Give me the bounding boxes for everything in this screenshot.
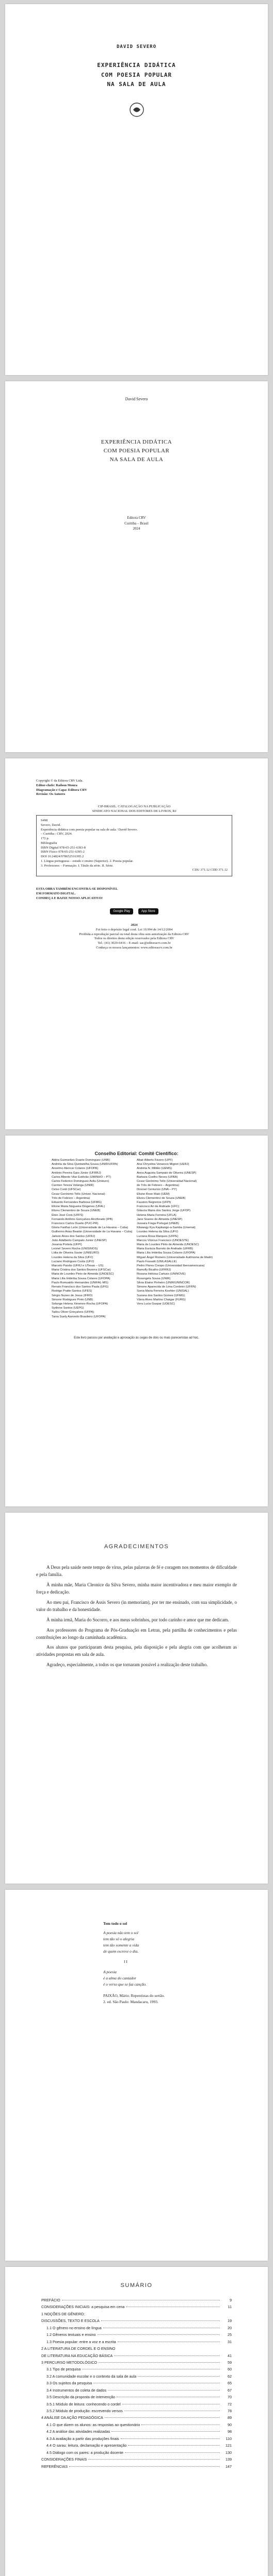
acknowledgements-paragraph: Aos professores do Programa de Pós-Graduação em Letras, pela partilha de conhecimentos e pelas contribuições ao longo da caminhada acadêmica. [36, 1627, 237, 1640]
cip-line: Bibliografia [41, 841, 57, 845]
toc-entry-label: DISCUSSÕES, TEXTO E ESCOLA [41, 2318, 100, 2324]
toc-entry[interactable] [41, 2436, 232, 2442]
council-member: Antônio Pereira Gaio Júnior (UFRRJ) [52, 1171, 101, 1175]
toc-entry-label: DE LITERATURA NA EDUCAÇÃO BÁSICA [41, 2353, 113, 2358]
committee-member: Maria de Lourdes Pinto de Almeida (UNOESC) [137, 1243, 199, 1247]
council-member: Paulo Romualdo Hernandes (UNIFAL-MG) [52, 1281, 108, 1284]
committee-member: Eliane Rose Maio (UEM) [137, 1192, 170, 1196]
committee-member: Altair Alberto Fávero (UPF) [137, 1159, 173, 1162]
cover-title [5, 61, 268, 90]
publisher-block [5, 515, 268, 532]
epigraph-line: é a alma do cantador [103, 1976, 137, 1980]
acknowledgements-paragraph: A Deus pela saúde neste tempo de vírus, pelas palavras de fé e coragem nos momentos de dificuldade e pela família. [36, 1565, 237, 1577]
address-line: Proibida a reprodução parcial ou total desta obra sem autorização da Editora CRV [79, 932, 189, 936]
council-member: Renato Francisco dos Santos Paula (UFG) [52, 1285, 109, 1289]
toc-entry-page: 72 [228, 2401, 232, 2406]
cover-title-line: COM POESIA POPULAR [101, 71, 172, 78]
committee-member [137, 1306, 222, 1310]
toc-entry-page: 59 [228, 2360, 232, 2365]
council-row [52, 1179, 222, 1183]
toc-entry-label: 2 A LITERATURA DE CORDEL E O ENSINO [41, 2346, 116, 2351]
toc-entry-label: 3.5.1 Módulo de leitura: conhecendo o cordel [46, 2401, 121, 2406]
committee-member: Anna Augusta Sampaio de Oliveira (UNESP) [137, 1171, 197, 1175]
toc-entry[interactable] [41, 2340, 232, 2345]
cip-line: 172 p. [41, 837, 50, 841]
half-title-line: COM POESIA POPULAR [103, 448, 170, 454]
council-row [52, 1294, 222, 1298]
committee-member: Ana Chrystina Venancio Mignot (UERJ) [137, 1163, 189, 1166]
digital-notice [36, 887, 232, 901]
toc-entry-page: 65 [228, 2381, 232, 2386]
toc-entry-label: 3 PERCURSO METODOLÓGICO [41, 2360, 98, 2365]
council-member: Elizeu Clementino de Souza (UNEB) [52, 1209, 101, 1213]
council-row [52, 1209, 222, 1213]
council-member: Carmen Tereza Velanga (UNIR) [52, 1184, 94, 1188]
toc-entry-label: 4.3 A avaliação a partir das produções finais [46, 2436, 119, 2441]
cip-line: Experiência didática com poesia popular na sala de aula / David Severo. [41, 827, 138, 832]
committee-member: Maria Eurácia Barreto de Andrade (UFRB) [137, 1247, 193, 1251]
toc-entry-label: 3.5 Descrição da proposta de intervenção [46, 2395, 116, 2400]
council-member: Élsio José Corá (UFFS) [52, 1213, 84, 1217]
epigraph-line: A poesia não tem o sol [103, 1930, 138, 1935]
toc-entry[interactable] [41, 2326, 232, 2331]
address-line: Foi feito o depósito legal conf. Lei 10.994 de 14/12/2004 [95, 927, 173, 931]
digital-notice-line: EM FORMATO DIGITAL. [36, 891, 76, 895]
toc-leader-dots [125, 2452, 220, 2453]
toc-entry[interactable] [41, 2402, 232, 2407]
toc-leader-dots [114, 2355, 220, 2356]
toc-entry-page: 9 [230, 2298, 232, 2302]
toc-entry[interactable] [41, 2318, 232, 2324]
toc-entry-page: 60 [228, 2367, 232, 2372]
committee-member: Francisco Ari de Andrade (UFC) [137, 1205, 180, 1209]
council-member: Carlos Federico Dominguez Avila (Unieuro) [52, 1180, 109, 1183]
cip-header-line: SINDICATO NACIONAL DOS EDITORES DE LIVROS, RJ [92, 809, 176, 813]
toc-entry[interactable] [41, 2312, 232, 2317]
catalog-page [5, 758, 268, 1129]
toc-entry[interactable] [41, 2422, 232, 2428]
committee-member: Suzana dos Santos Gomes (UFMG) [137, 1294, 185, 1297]
council-member: Aldira Guimarães Duarte Domínguez (UNB) [52, 1159, 110, 1162]
council-member: Simone Rodrigues Pinto (UNB) [52, 1298, 93, 1301]
cip-header [36, 805, 232, 814]
council-row [52, 1260, 222, 1264]
toc-entry-label: 3.1 Tipo de pesquisa [46, 2367, 81, 2372]
council-row [52, 1264, 222, 1268]
committee-member: Marcos Vinicius Francisco (UNOESTE) [137, 1239, 189, 1242]
cip-line: DOI 10.24824/978652516395.2 [41, 855, 84, 859]
council-row [52, 1302, 222, 1306]
half-title-line: NA SALA DE AULA [109, 456, 164, 463]
toc-entry-page: 62 [228, 2374, 232, 2379]
address-line: Todos os direitos desta edição reservados pela Editora CRV [94, 937, 174, 941]
committee-member: Vera Lucia Gaspar (UDESC) [137, 1302, 175, 1306]
council-row [52, 1230, 222, 1234]
council-member: Sydione Santos (UEPG) [52, 1307, 84, 1310]
committee-member: Jane Soares de Almeida (UNESP) [137, 1217, 183, 1221]
toc-entry[interactable] [41, 2346, 232, 2351]
digital-notice-line: CONHEÇA E BAIXE NOSSO APLICATIVO! [36, 896, 103, 900]
acknowledgements-paragraph: Ao meu pai, Francisco de Assis Severo (in memoriam), por ter me ensinado, com sua simplicidade, o valor do trabalho e da honestidade. [36, 1599, 237, 1612]
toc-entry[interactable] [41, 2395, 232, 2400]
toc-entry-label: 4.5 Diálogo com os pares: a produção docente [46, 2450, 124, 2455]
epigraph-line: de quem escreve o dia. [103, 1949, 139, 1954]
toc-entry[interactable] [41, 2304, 232, 2310]
acknowledgements-paragraph: Aos alunos que participaram desta pesquisa, pela disposição e pela alegria com que acolheram as atividades propostas em sala de aula. [36, 1645, 237, 1657]
toc-entry-page: 139 [226, 2457, 232, 2462]
half-title-author: David Severo [125, 397, 148, 401]
council-member: Tania Suely Azevedo Brasileiro (UFOPA) [52, 1315, 106, 1318]
committee-member: Ramofly Bicalho (UFRRJ) [137, 1268, 171, 1272]
digital-notice-line: ESTA OBRA TAMBÉM ENCONTRA-SE DISPONÍVEL [36, 887, 118, 891]
toc-leader-dots [111, 2431, 220, 2432]
committee-member: Maria Lília Imbiriba Sousa Colares (UFOPA) [137, 1251, 196, 1255]
council-row [52, 1196, 222, 1200]
toc-leader-dots [69, 2466, 220, 2467]
address-block [36, 923, 232, 951]
council-member: Jailson Alves dos Santos (UFRJ) [52, 1234, 95, 1238]
toc-entry-label: 1.3 Poesia popular: entre a voz e a escrita [46, 2339, 116, 2344]
table-of-contents [41, 2298, 232, 2471]
publisher-line: 2024 [133, 527, 140, 531]
toc-entry-page: 121 [226, 2443, 232, 2448]
council-member: Luciano Rodrigues Costa (UFV) [52, 1260, 94, 1263]
council-row [52, 1205, 222, 1209]
council-row [52, 1192, 222, 1196]
toc-entry[interactable] [41, 2464, 232, 2469]
committee-member: Diosnel Centurion (UNA – PY) [137, 1188, 177, 1192]
committee-member [137, 1310, 222, 1314]
toc-leader-dots [108, 2390, 220, 2391]
toc-leader-dots [121, 2438, 220, 2439]
council-member: Lídia de Oliveira Xavier (UNIEURO) [52, 1251, 100, 1255]
toc-entry[interactable] [41, 2450, 232, 2455]
store-badges [36, 905, 232, 914]
epigraph-line: tem tão somente a vida [103, 1943, 139, 1947]
toc-leader-dots [138, 2376, 220, 2377]
cip-line: CDU 371.12 CDD 371.12 [192, 868, 228, 872]
council-row [52, 1239, 222, 1243]
council-row [52, 1234, 222, 1239]
committee-member: Sonia Maria Ferreira Koehler (UNISAL) [137, 1290, 189, 1293]
toc-entry-page: 19 [228, 2318, 232, 2324]
toc-entry-page: 67 [228, 2387, 232, 2393]
copyright-line: Diagramação e Capa: Editora CRV [36, 788, 87, 792]
committee-member: Rosana Heloisa Cartuxo (UNINOVE) [137, 1273, 186, 1276]
committee-member: Elizeu Clementino de Souza (UNEB) [137, 1196, 186, 1200]
council-member: Eduardo Fernandes Barbosa (UFMG) [52, 1201, 102, 1205]
half-title-text [5, 438, 268, 464]
epigraph-credit-line: PAIXÃO, Mário. Repentistas do sertão. [103, 1993, 165, 1998]
toc-entry[interactable] [41, 2409, 232, 2414]
council-row [52, 1306, 222, 1310]
toc-entry-page: 110 [226, 2436, 232, 2441]
council-member: Solange Helena Ximenes-Rocha (UFOPA) [52, 1302, 108, 1306]
epigraph-page [5, 1890, 268, 2261]
committee-member: Gláucia Maria dos Santos Jorge (UFOP) [137, 1209, 191, 1213]
council-row [52, 1188, 222, 1192]
toc-entry-page: 147 [226, 2464, 232, 2469]
council-row [52, 1251, 222, 1255]
committee-member: Lourdes Helena da Silva (UFV) [137, 1230, 179, 1234]
toc-entry-label: 3.3 Os sujeitos da pesquisa [46, 2381, 92, 2386]
toc-entry[interactable] [41, 2388, 232, 2393]
toc-entry[interactable] [41, 2443, 232, 2448]
council-row [52, 1183, 222, 1188]
epigraph-roman: I I [124, 1959, 127, 1964]
cover-author: DAVID SEVERO [116, 44, 157, 49]
council-member: Celso Conti (UFSCar) [52, 1188, 81, 1192]
toc-entry-page: 11 [228, 2304, 232, 2310]
epigraph-label: Tem todo o sol [103, 1921, 127, 1926]
committee-member: Fauston Negreiros (UFPI) [137, 1201, 171, 1205]
committee-member: Paulo Fossatti (UNILASALLE) [137, 1260, 177, 1263]
committee-member: Míguel Ángel Romero (Universidade Autônoma de Madri) [137, 1256, 213, 1259]
epigraph-line: A poesia [103, 1970, 117, 1974]
toc-entry-label: 4.4 O sarau: leitura, declamação e apresentação [46, 2443, 127, 2448]
committee-member: Jussara Fraga Portugal (UNEB) [137, 1222, 179, 1226]
toc-entry[interactable] [41, 2353, 232, 2359]
committee-member: Helena Maria Ferreira (UFLA) [137, 1213, 176, 1217]
cip-record [36, 815, 232, 876]
council-row [52, 1315, 222, 1319]
toc-entry-label: CONSIDERAÇÕES FINAIS [41, 2457, 87, 2462]
council-list [52, 1158, 222, 1319]
council-row [52, 1162, 222, 1166]
toc-entry-page: 31 [228, 2339, 232, 2344]
toc-entry-page: 130 [226, 2450, 232, 2455]
toc-entry-label: CONSIDERAÇÕES INICIAIS: a pesquisa em cena [41, 2304, 125, 2310]
toc-leader-dots [101, 2320, 220, 2321]
council-member: Maria Cristina dos Santos Bezerra (UFSCar) [52, 1268, 111, 1272]
council-member: Gloria Fariñas León (Universidade de La Havana – Cuba) [52, 1226, 129, 1230]
epigraph-credit [103, 1993, 196, 2005]
council-row [52, 1289, 222, 1293]
council-row [52, 1272, 222, 1276]
council-row [52, 1222, 222, 1226]
toc-entry-label: 1 NOÇÕES DE GÊNERO: [41, 2311, 85, 2316]
committee-member: Andréia N. Militão (UEMS) [137, 1167, 172, 1171]
council-row [52, 1310, 222, 1314]
google-play-badge[interactable]: Google Play [110, 908, 133, 914]
toc-entry-page: 41 [228, 2353, 232, 2358]
council-row [52, 1175, 222, 1179]
toc-entry[interactable] [41, 2429, 232, 2434]
publisher-line: Curitiba – Brasil [124, 521, 149, 526]
cip-line: 1. Língua portuguesa – estudo e ensino (Superior). 2. Poesia popular. [41, 859, 134, 863]
toc-entry-page: 78 [228, 2409, 232, 2413]
cover-title-line: NA SALA DE AULA [107, 81, 166, 88]
toc-entry-page: 90 [228, 2422, 232, 2427]
council-row [52, 1243, 222, 1247]
council-member: Francisco Carlos Duarte (PUC-PR) [52, 1222, 99, 1226]
council-row [52, 1256, 222, 1260]
council-member: Marcelo Paixão (UFRJ e UTexas – US) [52, 1264, 104, 1268]
toc-entry-page: 89 [228, 2415, 232, 2420]
council-row [52, 1281, 222, 1285]
council-member: João Adalberto Campato Junior (UNESP) [52, 1239, 107, 1242]
toc-entry-page: 20 [228, 2325, 232, 2330]
acknowledgements-paragraph: À minha mãe, Maria Cleonice da Silva Severo, minha maior incentivadora e meu maior exemplo de força e dedicação. [36, 1582, 237, 1595]
address-line: 2024 [131, 923, 138, 927]
toc-entry-label: PREFÁCIO [41, 2298, 60, 2302]
council-member: Leonel Severo Rocha (UNISINOS) [52, 1247, 98, 1251]
toc-leader-dots [99, 2362, 220, 2363]
council-member: Fernando Antônio Gonçalves Alcoforado (IPB) [52, 1217, 113, 1221]
council-member: Guillermo Arias Beatón (Universidade de La Havana – Cuba) [52, 1230, 133, 1234]
council-note: Este livro passou por avaliação e aprovação às cegas de dois ou mais pareceristas ad hoc. [74, 1336, 199, 1340]
epigraph-line: é o verso que se faz canção. [103, 1982, 147, 1987]
council-row [52, 1247, 222, 1251]
committee-member: Rosangela Sousa (UNIR) [137, 1277, 171, 1280]
council-row [52, 1298, 222, 1302]
council-row [52, 1171, 222, 1175]
acknowledgements-text [36, 1564, 237, 1672]
council-member: Maria de Lourdes Pinto de Almeida (UNOESC) [52, 1273, 114, 1276]
toc-entry[interactable] [41, 2374, 232, 2379]
council-member: Sérgio Nunes de Jesus (IFRO) [52, 1294, 93, 1297]
cip-line: Severo, David. [41, 823, 61, 827]
council-member: Lourdes Helena da Silva (UFV) [52, 1256, 93, 1259]
epigraph-line: tem tão só o alegria [103, 1937, 134, 1941]
committee-member: Simone Aparecida de Lima Cordeiro (UFRN) [137, 1285, 196, 1289]
toc-entry-label: 3.5.2 Módulo de produção: escrevendo versos [46, 2409, 123, 2413]
council-row [52, 1277, 222, 1281]
council-member: Anselmo Alencar Colares (UFOPA) [52, 1167, 99, 1171]
app-store-badge[interactable]: App Store [138, 908, 158, 914]
cover-page [5, 4, 268, 375]
toc-entry[interactable] [41, 2332, 232, 2337]
toc-entry[interactable] [41, 2298, 232, 2303]
cip-line: ISBN Físico 978-65-251-6395-2 [41, 850, 85, 854]
council-member: Rodrigo Pratte-Santos (UFES) [52, 1290, 92, 1293]
editora-crv-logo-icon [129, 102, 144, 117]
council-row [52, 1285, 222, 1289]
council-member: Três de Febrero – Argentina) [52, 1196, 90, 1200]
toc-leader-dots [128, 2445, 220, 2446]
toc-entry-label: 1.2 Gêneros textuais e ensino [46, 2332, 96, 2337]
toc-entry-label: 4.1 O que dizem os alunos: as respostas ao questionário [46, 2422, 140, 2427]
committee-member: Luciana Rosa Marques (UFPE) [137, 1234, 179, 1238]
address-line: Tel.: (41) 3029-6416 – E-mail: sac@editoracrv.com.br [98, 941, 171, 945]
council-member: Tadeu Oliver Gonçalves (UFPA) [52, 1311, 94, 1314]
toc-entry-label: 3.2 A comunidade escolar e o contexto da sala de aula [46, 2374, 137, 2379]
cip-header-line: CIP-BRASIL. CATALOGAÇÃO NA PUBLICAÇÃO [98, 805, 171, 808]
toc-entry-label: 4 ANÁLISE DA AÇÃO PEDAGÓGICA [41, 2415, 103, 2420]
epigraph-block [103, 1921, 196, 2005]
council-row [52, 1217, 222, 1222]
half-title-page [5, 381, 268, 752]
cip-box [36, 815, 232, 876]
cip-line: – Curitiba : CRV, 2024. [41, 832, 73, 836]
copyright-line: Editor-chefe: Railson Moura [36, 783, 77, 787]
toc-entry-page: 25 [228, 2332, 232, 2337]
council-row [52, 1226, 222, 1230]
committee-member: Kilwangy Kya Kapitango-a-Samba (Unemat) [137, 1226, 196, 1230]
acknowledgements-paragraph: À minha irmã, Maria do Socorro, e aos meus sobrinhos, por todo carinho e amor que me dedicam. [46, 1617, 229, 1622]
council-row [52, 1166, 222, 1171]
summary-title: SUMÁRIO [120, 2282, 153, 2289]
address-line: Conheça os nossos lançamentos: www.editoracrv.com.br [96, 945, 172, 950]
copyright-line: Revisão: Os Autores [36, 792, 66, 796]
council-member: Carlos Alberto Vilar Estêvão (UMINHO – PT) [52, 1175, 111, 1179]
cip-line: 3. Professores – Formação. I. Título da série. II. Série. [41, 863, 114, 868]
council-title: Conselho Editorial: Comitê Científico: [94, 1151, 179, 1156]
council-member: Elione Maria Nogueira Diogenes (UFAL) [52, 1205, 105, 1209]
publisher-line: Editora CRV [127, 516, 146, 520]
committee-member: Pedro Flores Crespo (Universidad Iberoamericana) [137, 1264, 205, 1268]
committee-member: Vânia Alves Martins Chaigar (FURG) [137, 1298, 186, 1301]
toc-leader-dots [105, 2417, 220, 2418]
copyright-block [36, 779, 232, 797]
editorial-council-page [5, 1136, 268, 1506]
committee-member: de Três de Febrero – Argentina) [137, 1184, 180, 1188]
toc-entry-page: 98 [228, 2429, 232, 2434]
epigraph-credit-line: 2. ed. São Paulo: Mandacaru, 1993. [103, 1999, 158, 2004]
toc-entry[interactable] [41, 2457, 232, 2462]
cip-line: ISBN Digital 978-65-251-6393-8 [41, 845, 86, 850]
council-member: Maria Lília Imbiriba Sousa Colares (UFOPA) [52, 1277, 110, 1280]
council-row [52, 1158, 222, 1162]
toc-entry-label: 3.4 Instrumentos de coleta de dados [46, 2387, 107, 2393]
council-row [52, 1200, 222, 1205]
acknowledgements-paragraph: Agradeço, especialmente, a todos os que tornaram possível a realização deste trabalho. [46, 1662, 208, 1668]
toc-entry[interactable] [41, 2360, 232, 2365]
toc-leader-dots [98, 2334, 220, 2335]
toc-entry-label: 1.1 O gênero no ensino de língua [46, 2325, 102, 2330]
committee-member: Cesar Gerónimo Tello (Universidad Nacional) [137, 1180, 197, 1183]
committee-member: Barbara Coelho Neves (UFBA) [137, 1175, 178, 1179]
cover-title-line: EXPERIÊNCIA DIDÁTICA [97, 62, 176, 69]
copyright-line: Copyright © da Editora CRV Ltda. [36, 779, 83, 783]
toc-entry[interactable] [41, 2415, 232, 2420]
toc-entry-label: REFERÊNCIAS [41, 2464, 68, 2469]
cip-line: S498 [41, 819, 48, 822]
toc-leader-dots [88, 2459, 220, 2460]
toc-entry-label: 4.2 A análise das atividades realizadas [46, 2429, 110, 2434]
half-title-line: EXPERIÊNCIA DIDÁTICA [101, 439, 172, 445]
acknowledgements-title: AGRADECIMENTOS [104, 1544, 169, 1550]
council-row [52, 1213, 222, 1217]
council-row [52, 1268, 222, 1272]
toc-entry[interactable] [41, 2381, 232, 2386]
toc-entry[interactable] [41, 2367, 232, 2372]
council-member: Cesar Gerónimo Tello (Univer. Nacional) [52, 1192, 105, 1196]
acknowledgements-page [5, 1513, 268, 1884]
council-member: Andréia da Silva Quintanilha Sousa (UNIR/UFRN) [52, 1163, 118, 1166]
summary-page [5, 2267, 268, 2576]
toc-entry-page: 70 [228, 2395, 232, 2400]
committee-member: Silvia Elaine Pinheiro (UNIR/UNINCOR) [137, 1281, 190, 1284]
committee-member [137, 1315, 222, 1319]
council-member: Josania Portela (UFPI) [52, 1243, 82, 1247]
